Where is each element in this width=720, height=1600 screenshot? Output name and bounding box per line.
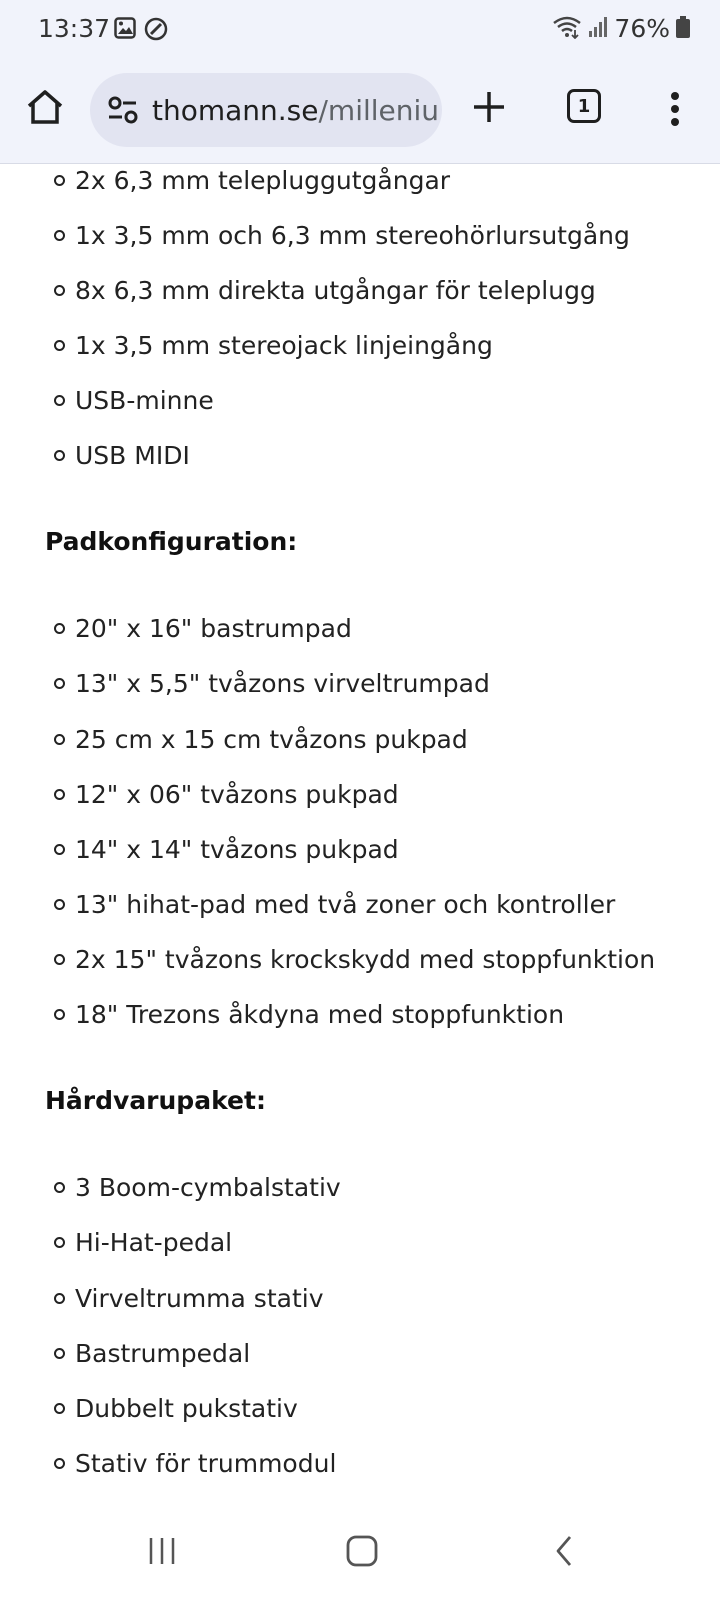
browser-top-area — [0, 0, 720, 164]
home-button-icon[interactable] — [345, 1532, 379, 1570]
list-item — [54, 331, 493, 360]
wifi-icon — [552, 15, 582, 43]
bullet-icon — [54, 1293, 65, 1304]
signal-icon — [588, 16, 608, 42]
list-item — [54, 1228, 232, 1257]
list-item — [54, 780, 399, 809]
list-item-text: Dubbelt pukstativ — [75, 1394, 298, 1423]
bullet-icon — [54, 450, 65, 461]
list-item — [54, 669, 490, 698]
address-bar[interactable] — [90, 73, 442, 147]
list-item-text: 2x 15" tvåzons krockskydd med stoppfunktion — [75, 945, 656, 974]
status-bar — [0, 0, 720, 58]
bullet-icon — [54, 1403, 65, 1414]
bullet-icon — [54, 844, 65, 855]
home-icon[interactable] — [24, 86, 66, 128]
page-content — [0, 164, 720, 1512]
bullet-icon — [54, 1009, 65, 1020]
list-item-text: Bastrumpedal — [75, 1339, 251, 1368]
browser-toolbar — [0, 66, 720, 152]
list-item-text: 20" x 16" bastrumpad — [75, 614, 352, 643]
list-item-text: 1x 3,5 mm och 6,3 mm stereohörlursutgång — [75, 221, 630, 250]
list-item-text: USB MIDI — [75, 441, 190, 470]
bullet-icon — [54, 340, 65, 351]
bullet-icon — [54, 1458, 65, 1469]
status-time: 13:37 — [38, 14, 111, 43]
recent-apps-icon[interactable] — [146, 1534, 178, 1568]
list-item — [54, 1173, 341, 1202]
list-item — [54, 386, 214, 415]
tab-switcher-icon[interactable] — [567, 89, 601, 123]
new-tab-icon[interactable] — [468, 86, 510, 128]
bullet-icon — [54, 1182, 65, 1193]
list-item — [54, 945, 655, 974]
bullet-icon — [54, 954, 65, 965]
bullet-icon — [54, 623, 65, 634]
list-item-text: 12" x 06" tvåzons pukpad — [75, 780, 399, 809]
list-item-text: 13" hihat-pad med två zoner och kontroller — [75, 890, 616, 919]
list-item-text: Hi-Hat-pedal — [75, 1228, 233, 1257]
list-item — [54, 221, 630, 250]
bullet-icon — [54, 734, 65, 745]
bullet-icon — [54, 285, 65, 296]
list-item-text: 13" x 5,5" tvåzons virveltrumpad — [75, 669, 490, 698]
section-heading-hardware: Hårdvarupaket: — [45, 1086, 266, 1115]
list-item-text: USB-minne — [75, 386, 214, 415]
bullet-icon — [54, 1237, 65, 1248]
list-item-text: 25 cm x 15 cm tvåzons pukpad — [75, 725, 468, 754]
list-item — [54, 276, 596, 305]
bullet-icon — [54, 678, 65, 689]
url-text[interactable] — [152, 94, 439, 127]
menu-icon[interactable] — [660, 88, 690, 130]
bullet-icon — [54, 175, 65, 186]
battery-icon — [676, 16, 690, 42]
image-icon — [114, 17, 136, 45]
list-item — [54, 441, 190, 470]
url-path: /milleniu — [318, 93, 440, 127]
list-item — [54, 614, 352, 643]
list-item — [54, 1339, 250, 1368]
sync-icon — [144, 17, 168, 45]
list-item — [54, 1449, 336, 1478]
list-item-text: Virveltrumma stativ — [75, 1284, 324, 1313]
bullet-icon — [54, 395, 65, 406]
list-item-text: 2x 6,3 mm telepluggutgångar — [75, 166, 451, 195]
bullet-icon — [54, 899, 65, 910]
section-heading-pads: Padkonfiguration: — [45, 527, 298, 556]
bullet-icon — [54, 1348, 65, 1359]
list-item-text: 1x 3,5 mm stereojack linjeingång — [75, 331, 493, 360]
list-item-text: Stativ för trummodul — [75, 1449, 337, 1478]
list-item-text: 14" x 14" tvåzons pukpad — [75, 835, 399, 864]
list-item — [54, 725, 468, 754]
bullet-icon — [54, 789, 65, 800]
list-item-text: 18" Trezons åkdyna med stoppfunktion — [75, 1000, 565, 1029]
list-item — [54, 835, 399, 864]
tab-count: 1 — [577, 95, 591, 117]
list-item — [54, 1284, 324, 1313]
url-domain: thomann.se — [152, 93, 319, 127]
bullet-icon — [54, 230, 65, 241]
list-item-text: 3 Boom-cymbalstativ — [75, 1173, 341, 1202]
list-item — [54, 1000, 564, 1029]
list-item — [54, 890, 615, 919]
list-item — [54, 1394, 298, 1423]
system-nav-bar — [0, 1512, 720, 1600]
site-settings-icon[interactable] — [106, 95, 140, 125]
list-item-text: 8x 6,3 mm direkta utgångar för teleplugg — [75, 276, 596, 305]
battery-percent: 76% — [614, 14, 670, 43]
list-item — [54, 166, 450, 195]
back-icon[interactable] — [550, 1532, 580, 1570]
